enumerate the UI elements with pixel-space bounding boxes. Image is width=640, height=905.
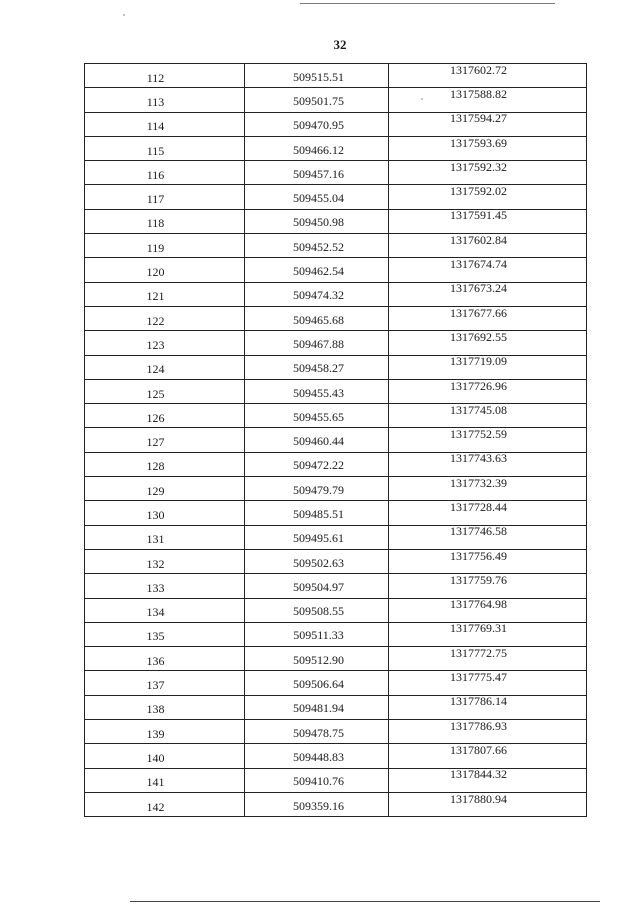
- x-coordinate-value: 509478.75: [293, 725, 344, 740]
- x-coordinate-cell: [245, 525, 389, 549]
- y-coordinate-cell: [389, 792, 587, 816]
- point-number-cell: [85, 720, 245, 744]
- point-number-value: 121: [146, 289, 165, 304]
- x-coordinate-value: 509512.90: [293, 652, 344, 667]
- point-number-value: 123: [146, 337, 165, 352]
- x-coordinate-value: 509501.75: [293, 93, 344, 108]
- x-coordinate-value: 509465.68: [293, 312, 344, 327]
- y-coordinate-cell: [389, 549, 587, 573]
- table-row: [85, 768, 587, 792]
- table-row: [85, 379, 587, 403]
- x-coordinate-value: 509462.54: [293, 264, 344, 279]
- y-coordinate-cell: [389, 428, 587, 452]
- x-coordinate-value: 509474.32: [293, 288, 344, 303]
- point-number-cell: [85, 768, 245, 792]
- x-coordinate-value: 509450.98: [293, 215, 344, 230]
- point-number-value: 116: [146, 167, 165, 182]
- y-coordinate-value: 1317726.96: [450, 378, 507, 393]
- y-coordinate-value: 1317728.44: [450, 499, 507, 514]
- table-row: [85, 306, 587, 330]
- point-number-value: 133: [146, 580, 165, 595]
- point-number-cell: [85, 331, 245, 355]
- point-number-cell: [85, 282, 245, 306]
- y-coordinate-value: 1317674.74: [450, 257, 507, 272]
- scan-speck: [421, 98, 423, 100]
- point-number-cell: [85, 598, 245, 622]
- point-number-cell: [85, 671, 245, 695]
- x-coordinate-cell: [245, 136, 389, 160]
- point-number-value: 122: [146, 313, 165, 328]
- y-coordinate-cell: [389, 477, 587, 501]
- x-coordinate-cell: [245, 404, 389, 428]
- y-coordinate-cell: [389, 574, 587, 598]
- table-row: [85, 671, 587, 695]
- point-number-value: 127: [146, 435, 165, 450]
- y-coordinate-value: 1317692.55: [450, 329, 507, 344]
- x-coordinate-value: 509470.95: [293, 118, 344, 133]
- y-coordinate-value: 1317588.82: [450, 86, 507, 101]
- x-coordinate-cell: [245, 671, 389, 695]
- x-coordinate-value: 509511.33: [293, 628, 344, 643]
- point-number-value: 138: [146, 702, 165, 717]
- y-coordinate-value: 1317732.39: [450, 475, 507, 490]
- y-coordinate-cell: [389, 234, 587, 258]
- y-coordinate-value: 1317673.24: [450, 281, 507, 296]
- table-row: [85, 258, 587, 282]
- table-row: [85, 161, 587, 185]
- point-number-value: 124: [146, 362, 165, 377]
- point-number-cell: [85, 525, 245, 549]
- y-coordinate-cell: [389, 671, 587, 695]
- point-number-value: 139: [146, 726, 165, 741]
- x-coordinate-value: 509359.16: [293, 798, 344, 813]
- y-coordinate-value: 1317745.08: [450, 402, 507, 417]
- y-coordinate-value: 1317594.27: [450, 111, 507, 126]
- page-number: 32: [333, 37, 347, 52]
- x-coordinate-cell: [245, 282, 389, 306]
- x-coordinate-cell: [245, 695, 389, 719]
- table-row: [85, 744, 587, 768]
- point-number-value: 134: [146, 605, 165, 620]
- x-coordinate-cell: [245, 161, 389, 185]
- point-number-cell: [85, 574, 245, 598]
- point-number-cell: [85, 64, 245, 88]
- y-coordinate-value: 1317769.31: [450, 621, 507, 636]
- x-coordinate-value: 509466.12: [293, 142, 344, 157]
- x-coordinate-cell: [245, 428, 389, 452]
- table-row: [85, 404, 587, 428]
- point-number-value: 132: [146, 556, 165, 571]
- y-coordinate-value: 1317772.75: [450, 645, 507, 660]
- point-number-value: 120: [146, 265, 165, 280]
- x-coordinate-cell: [245, 185, 389, 209]
- x-coordinate-value: 509455.04: [293, 191, 344, 206]
- y-coordinate-value: 1317602.72: [450, 62, 507, 77]
- point-number-cell: [85, 792, 245, 816]
- y-coordinate-cell: [389, 331, 587, 355]
- point-number-cell: [85, 428, 245, 452]
- point-number-cell: [85, 306, 245, 330]
- y-coordinate-value: 1317844.32: [450, 767, 507, 782]
- point-number-value: 142: [146, 799, 165, 814]
- x-coordinate-value: 509481.94: [293, 701, 344, 716]
- x-coordinate-cell: [245, 234, 389, 258]
- x-coordinate-cell: [245, 306, 389, 330]
- table-row: [85, 695, 587, 719]
- x-coordinate-value: 509515.51: [293, 69, 344, 84]
- point-number-value: 112: [146, 70, 165, 85]
- y-coordinate-cell: [389, 501, 587, 525]
- point-number-value: 128: [146, 459, 165, 474]
- point-number-value: 115: [146, 143, 165, 158]
- table-row: [85, 112, 587, 136]
- x-coordinate-value: 509502.63: [293, 555, 344, 570]
- point-number-value: 131: [146, 532, 165, 547]
- point-number-cell: [85, 549, 245, 573]
- point-number-cell: [85, 501, 245, 525]
- table-row: [85, 598, 587, 622]
- table-row: [85, 88, 587, 112]
- point-number-cell: [85, 647, 245, 671]
- x-coordinate-cell: [245, 64, 389, 88]
- y-coordinate-value: 1317592.02: [450, 184, 507, 199]
- point-number-value: 126: [146, 410, 165, 425]
- y-coordinate-cell: [389, 744, 587, 768]
- y-coordinate-cell: [389, 525, 587, 549]
- y-coordinate-value: 1317756.49: [450, 548, 507, 563]
- point-number-value: 135: [146, 629, 165, 644]
- point-number-value: 119: [146, 240, 165, 255]
- x-coordinate-value: 509452.52: [293, 239, 344, 254]
- point-number-cell: [85, 452, 245, 476]
- table-row: [85, 185, 587, 209]
- y-coordinate-value: 1317743.63: [450, 451, 507, 466]
- x-coordinate-cell: [245, 720, 389, 744]
- y-coordinate-cell: [389, 282, 587, 306]
- x-coordinate-value: 509495.61: [293, 531, 344, 546]
- x-coordinate-value: 509455.65: [293, 409, 344, 424]
- point-number-cell: [85, 185, 245, 209]
- y-coordinate-value: 1317746.58: [450, 524, 507, 539]
- y-coordinate-cell: [389, 768, 587, 792]
- point-number-cell: [85, 258, 245, 282]
- y-coordinate-cell: [389, 598, 587, 622]
- table-row: [85, 549, 587, 573]
- table-row: [85, 574, 587, 598]
- x-coordinate-cell: [245, 379, 389, 403]
- y-coordinate-value: 1317593.69: [450, 135, 507, 150]
- x-coordinate-cell: [245, 574, 389, 598]
- y-coordinate-value: 1317807.66: [450, 742, 507, 757]
- x-coordinate-value: 509506.64: [293, 677, 344, 692]
- table-row: [85, 355, 587, 379]
- table-row: [85, 331, 587, 355]
- x-coordinate-value: 509485.51: [293, 506, 344, 521]
- x-coordinate-value: 509410.76: [293, 774, 344, 789]
- point-number-value: 113: [146, 94, 165, 109]
- point-number-value: 114: [146, 119, 165, 134]
- y-coordinate-value: 1317786.14: [450, 694, 507, 709]
- table-row: [85, 234, 587, 258]
- x-coordinate-cell: [245, 258, 389, 282]
- table-row: [85, 136, 587, 160]
- top-rule: [300, 3, 555, 4]
- table-row: [85, 525, 587, 549]
- point-number-value: 118: [146, 216, 165, 231]
- x-coordinate-cell: [245, 112, 389, 136]
- y-coordinate-cell: [389, 112, 587, 136]
- coordinates-table-body: [85, 64, 587, 817]
- x-coordinate-cell: [245, 88, 389, 112]
- x-coordinate-value: 509460.44: [293, 434, 344, 449]
- x-coordinate-cell: [245, 768, 389, 792]
- point-number-cell: [85, 379, 245, 403]
- y-coordinate-cell: [389, 695, 587, 719]
- point-number-cell: [85, 161, 245, 185]
- y-coordinate-cell: [389, 136, 587, 160]
- table-row: [85, 64, 587, 88]
- x-coordinate-cell: [245, 622, 389, 646]
- x-coordinate-value: 509458.27: [293, 361, 344, 376]
- x-coordinate-value: 509455.43: [293, 385, 344, 400]
- point-number-value: 141: [146, 775, 165, 790]
- x-coordinate-value: 509472.22: [293, 458, 344, 473]
- x-coordinate-cell: [245, 647, 389, 671]
- table-row: [85, 647, 587, 671]
- y-coordinate-cell: [389, 647, 587, 671]
- y-coordinate-value: 1317759.76: [450, 572, 507, 587]
- x-coordinate-cell: [245, 331, 389, 355]
- x-coordinate-cell: [245, 209, 389, 233]
- bottom-rule: [130, 901, 600, 902]
- y-coordinate-cell: [389, 306, 587, 330]
- point-number-value: 125: [146, 386, 165, 401]
- x-coordinate-cell: [245, 477, 389, 501]
- table-row: [85, 720, 587, 744]
- y-coordinate-cell: [389, 452, 587, 476]
- point-number-cell: [85, 744, 245, 768]
- point-number-cell: [85, 404, 245, 428]
- x-coordinate-value: 509448.83: [293, 749, 344, 764]
- y-coordinate-cell: [389, 622, 587, 646]
- y-coordinate-cell: [389, 185, 587, 209]
- y-coordinate-value: 1317602.84: [450, 232, 507, 247]
- point-number-value: 137: [146, 678, 165, 693]
- y-coordinate-cell: [389, 88, 587, 112]
- point-number-cell: [85, 477, 245, 501]
- table-row: [85, 452, 587, 476]
- x-coordinate-cell: [245, 792, 389, 816]
- x-coordinate-cell: [245, 452, 389, 476]
- y-coordinate-cell: [389, 355, 587, 379]
- point-number-cell: [85, 88, 245, 112]
- coordinates-table: [84, 63, 587, 817]
- x-coordinate-cell: [245, 549, 389, 573]
- point-number-cell: [85, 355, 245, 379]
- y-coordinate-value: 1317786.93: [450, 718, 507, 733]
- point-number-cell: [85, 622, 245, 646]
- x-coordinate-cell: [245, 598, 389, 622]
- x-coordinate-value: 509457.16: [293, 166, 344, 181]
- point-number-value: 140: [146, 750, 165, 765]
- x-coordinate-value: 509504.97: [293, 579, 344, 594]
- y-coordinate-value: 1317591.45: [450, 208, 507, 223]
- y-coordinate-cell: [389, 258, 587, 282]
- y-coordinate-value: 1317677.66: [450, 305, 507, 320]
- x-coordinate-cell: [245, 744, 389, 768]
- scan-speck: [123, 14, 125, 16]
- y-coordinate-value: 1317764.98: [450, 597, 507, 612]
- point-number-value: 130: [146, 507, 165, 522]
- table-row: [85, 209, 587, 233]
- point-number-cell: [85, 234, 245, 258]
- y-coordinate-cell: [389, 720, 587, 744]
- y-coordinate-value: 1317775.47: [450, 670, 507, 685]
- point-number-cell: [85, 209, 245, 233]
- point-number-value: 117: [146, 192, 165, 207]
- y-coordinate-cell: [389, 379, 587, 403]
- x-coordinate-cell: [245, 501, 389, 525]
- table-row: [85, 428, 587, 452]
- x-coordinate-cell: [245, 355, 389, 379]
- y-coordinate-value: 1317752.59: [450, 427, 507, 442]
- y-coordinate-cell: [389, 404, 587, 428]
- y-coordinate-value: 1317592.32: [450, 159, 507, 174]
- table-row: [85, 622, 587, 646]
- y-coordinate-value: 1317880.94: [450, 791, 507, 806]
- table-row: [85, 282, 587, 306]
- table-row: [85, 792, 587, 816]
- point-number-cell: [85, 695, 245, 719]
- point-number-value: 136: [146, 653, 165, 668]
- x-coordinate-value: 509479.79: [293, 482, 344, 497]
- x-coordinate-value: 509508.55: [293, 604, 344, 619]
- point-number-value: 129: [146, 483, 165, 498]
- y-coordinate-cell: [389, 64, 587, 88]
- y-coordinate-value: 1317719.09: [450, 354, 507, 369]
- y-coordinate-cell: [389, 161, 587, 185]
- point-number-cell: [85, 112, 245, 136]
- table-row: [85, 477, 587, 501]
- point-number-cell: [85, 136, 245, 160]
- y-coordinate-cell: [389, 209, 587, 233]
- table-row: [85, 501, 587, 525]
- x-coordinate-value: 509467.88: [293, 336, 344, 351]
